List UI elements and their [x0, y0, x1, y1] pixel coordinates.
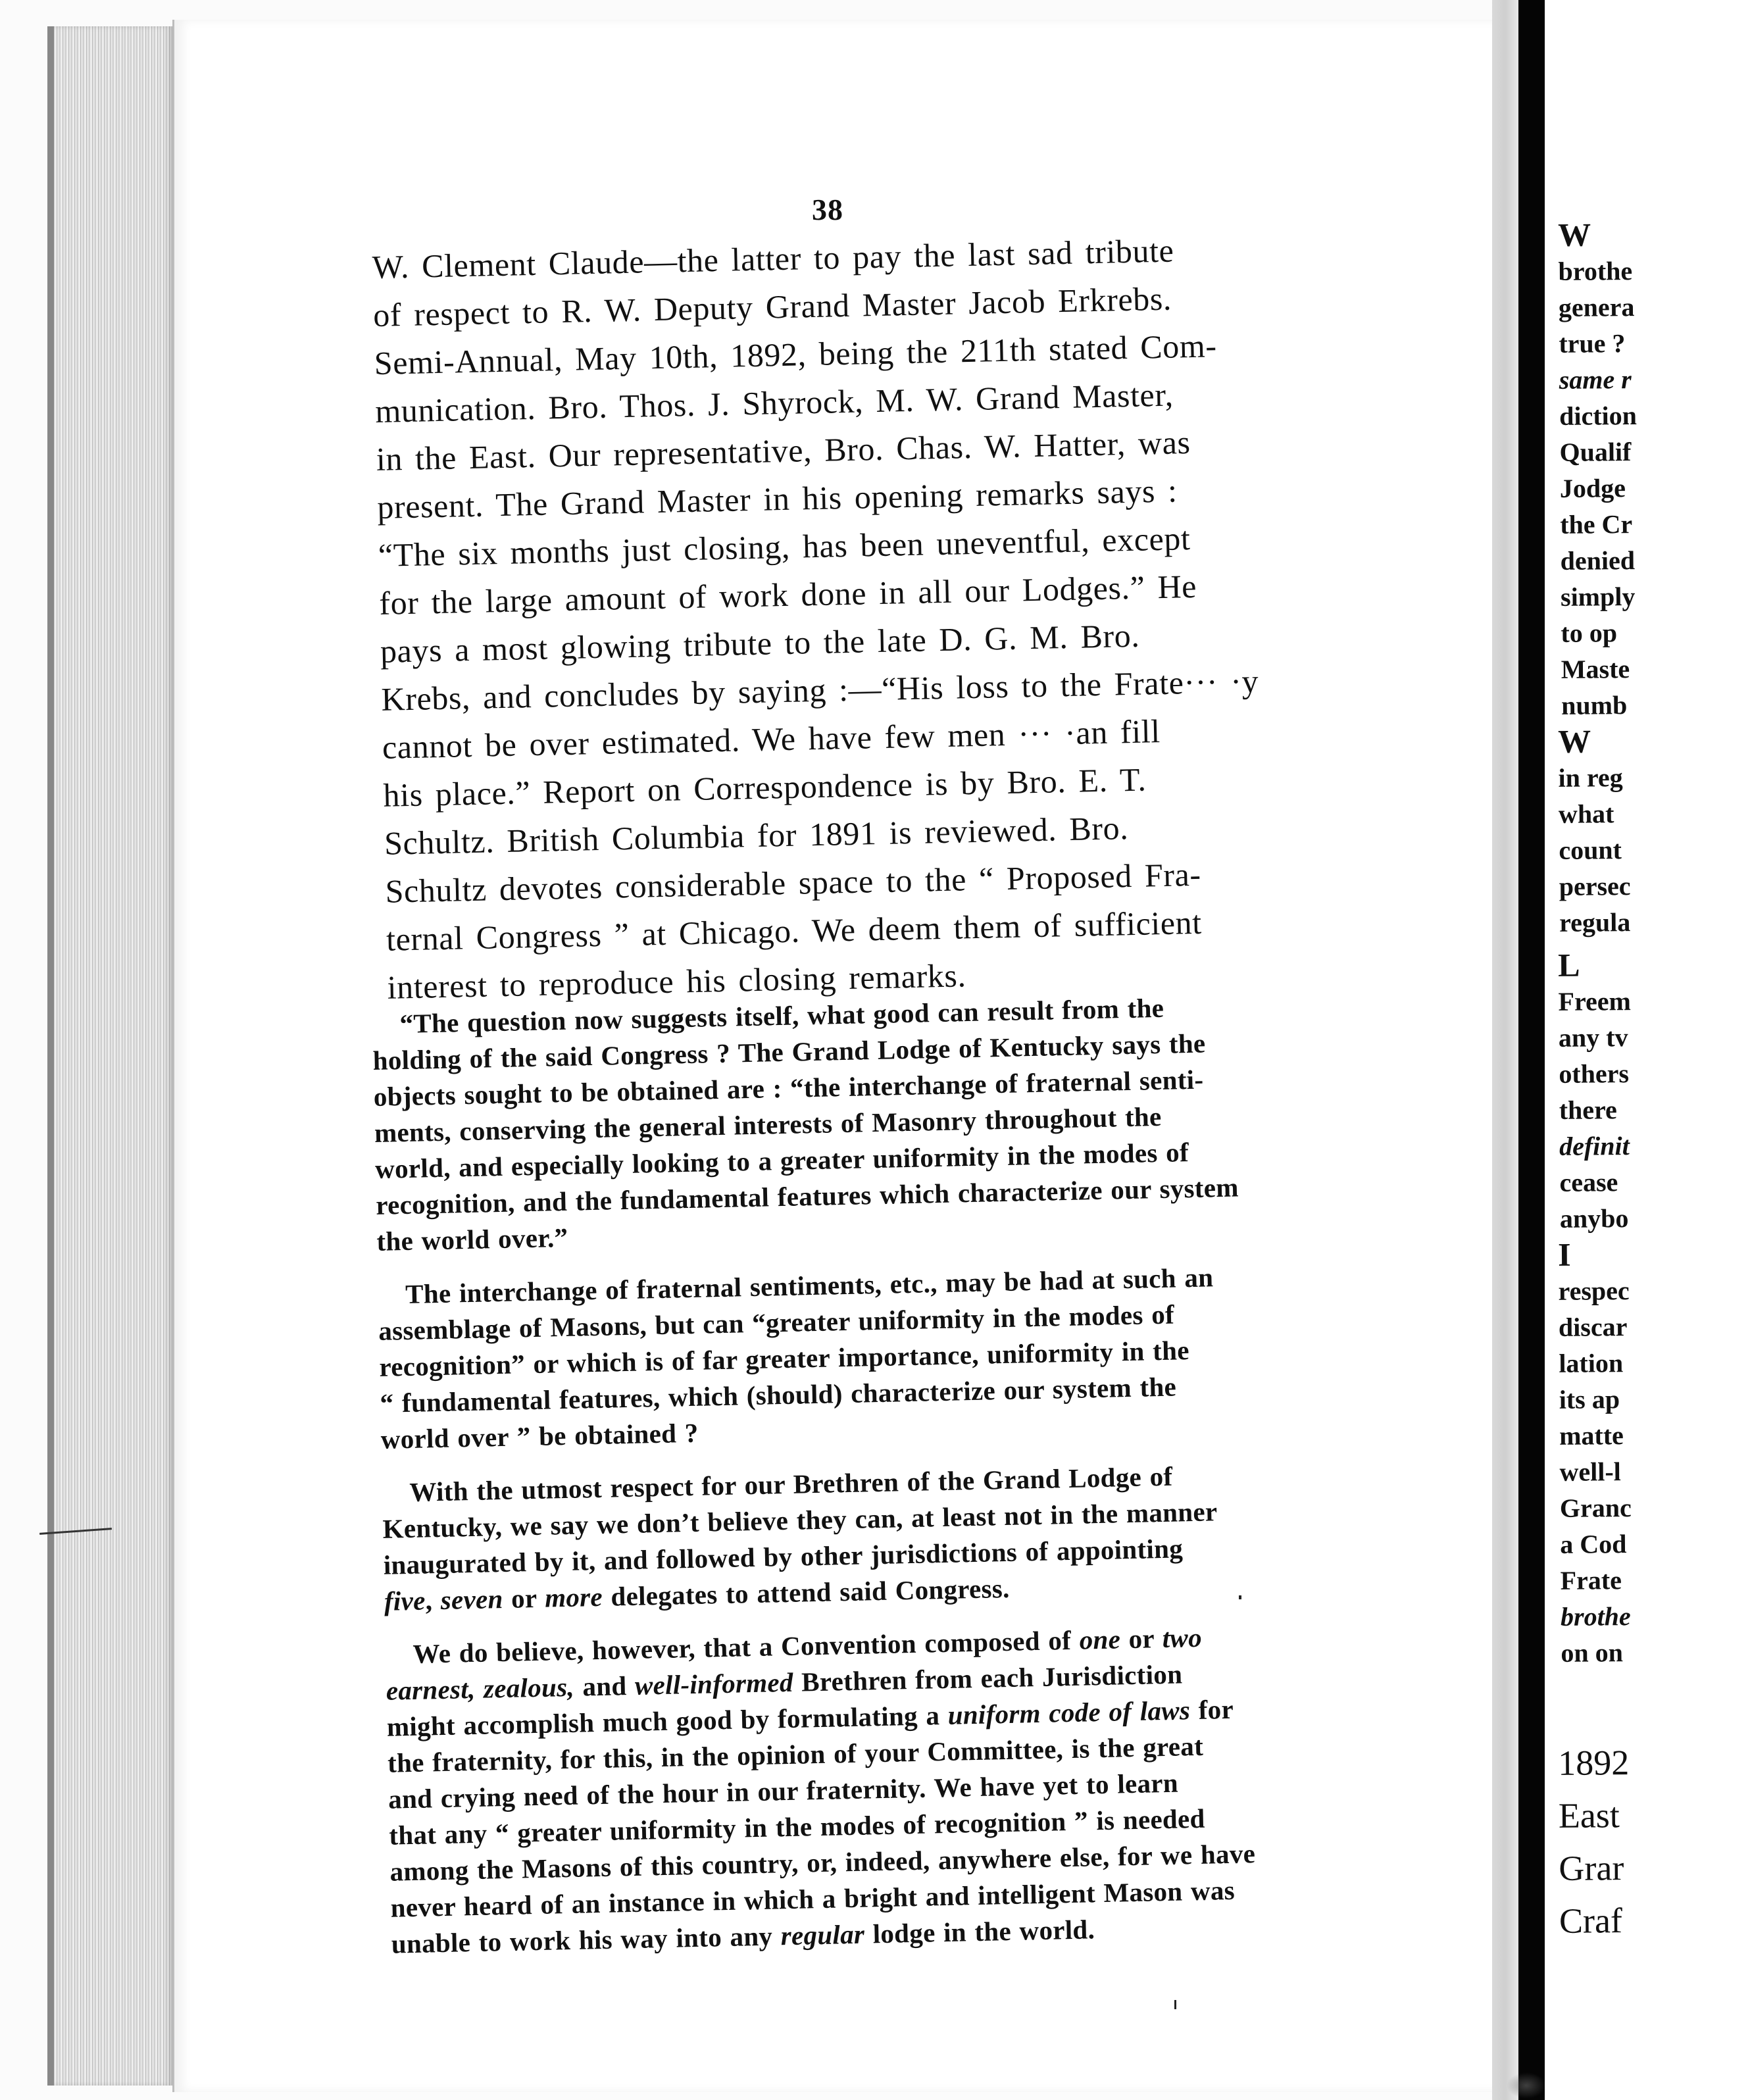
text-line: lation: [1559, 1348, 1624, 1378]
text-line: to op: [1561, 618, 1618, 648]
text-line: Maste: [1561, 654, 1630, 684]
text-line: cannot be over estimated. We have few men ··· ·an fill: [382, 712, 1161, 766]
text-fragment: or: [503, 1582, 545, 1614]
right-text-block: [1545, 1236, 1750, 1671]
quote-line: the fraternity, for this, in the opinion of your Committee, is the great: [387, 1730, 1204, 1778]
page-number: 38: [812, 193, 843, 226]
text-line: definit: [1559, 1131, 1630, 1161]
ink-stain: [1507, 2072, 1546, 2099]
italic-text: seven: [440, 1584, 503, 1616]
text-line: Freem: [1558, 986, 1632, 1016]
text-line: genera: [1558, 292, 1635, 322]
text-line: denied: [1560, 545, 1636, 576]
text-line: regula: [1559, 907, 1631, 938]
text-line: W. Clement Claude—the latter to pay the last sad tribute: [372, 232, 1174, 286]
text-fragment: lodge in the world.: [864, 1914, 1095, 1949]
text-line: 1892: [1558, 1743, 1630, 1783]
text-line: matte: [1559, 1420, 1624, 1451]
text-line: Semi-Annual, May 10th, 1892, being the 211th stated Com-: [374, 327, 1218, 382]
text-line: anybo: [1559, 1203, 1629, 1234]
quote-line: world over ” be obtained ?: [380, 1417, 699, 1455]
quote-line: world, and especially looking to a greater uniformity in the modes of: [374, 1137, 1189, 1184]
italic-text: two: [1162, 1622, 1203, 1654]
text-line: simply: [1560, 582, 1636, 612]
quote-line: With the utmost respect for our Brethren of the Grand Lodge of: [409, 1461, 1173, 1507]
text-line: Schultz. British Columbia for 1891 is reviewed. Bro.: [384, 809, 1129, 862]
text-line: present. The Grand Master in his opening remarks says :: [376, 472, 1178, 526]
quote-line: “ fundamental features, which (should) characterize our system the: [380, 1371, 1177, 1418]
text-line: “The six months just closing, has been uneventful, except: [378, 520, 1191, 574]
quote-line: and crying need of the hour in our fraternity. We have yet to learn: [388, 1767, 1179, 1814]
text-line: any tv: [1558, 1022, 1628, 1053]
italic-text: uniform code of laws: [947, 1695, 1191, 1730]
quote-line: assemblage of Masons, but can “greater uniformity in the modes of: [378, 1299, 1175, 1346]
text-line: in reg: [1558, 762, 1623, 793]
text-line: cease: [1559, 1167, 1618, 1197]
text-fragment: might accomplish much good by formulating a: [386, 1699, 949, 1742]
ink-speck: [1174, 2000, 1176, 2009]
right-text-block: [1545, 722, 1750, 941]
text-line: the Cr: [1560, 509, 1633, 539]
italic-text: well-informed: [634, 1666, 794, 1701]
quote-line: The interchange of fraternal sentiments, etc., may be had at such an: [405, 1262, 1214, 1310]
text-line: on on: [1561, 1638, 1624, 1668]
text-line: W: [1557, 216, 1591, 253]
italic-text: one: [1079, 1624, 1121, 1655]
quote-line: holding of the said Congress ? The Grand Lodge of Kentucky says the: [372, 1028, 1206, 1076]
quote-line: recognition, and the fundamental features which characterize our system: [375, 1172, 1239, 1220]
quote-line: objects sought to be obtained are : “the interchange of fraternal senti-: [373, 1064, 1204, 1112]
quote-line: inaugurated by it, and followed by other jurisdictions of appointing: [383, 1533, 1184, 1580]
quote-line: that any “ greater uniformity in the modes of recognition ” is needed: [388, 1803, 1206, 1851]
ink-speck: [1239, 1595, 1241, 1599]
text-fragment: ,: [425, 1585, 441, 1616]
text-line: ternal Congress ” at Chicago. We deem them of sufficient: [386, 903, 1203, 958]
text-line: of respect to R. W. Deputy Grand Master Jacob Erkrebs.: [372, 280, 1172, 334]
text-line: pays a most glowing tribute to the late D. G. M. Bro.: [380, 616, 1140, 670]
text-line: East: [1558, 1795, 1620, 1836]
right-text-block: [1545, 216, 1750, 724]
text-line: diction: [1559, 401, 1638, 431]
text-line: L: [1557, 946, 1580, 984]
text-line: W: [1557, 722, 1591, 760]
quote-line: the world over.”: [376, 1222, 568, 1257]
text-line: brothe: [1558, 256, 1633, 286]
book-edge-shadow: [47, 26, 54, 2086]
text-line: munication. Bro. Thos. J. Shyrock, M. W. Grand Master,: [374, 376, 1174, 430]
text-fragment: Brethren from each Jurisdiction: [793, 1659, 1183, 1697]
right-text-block: [1545, 1736, 1750, 1947]
text-line: numb: [1561, 690, 1628, 720]
text-line: same r: [1559, 364, 1632, 395]
book-binding: [1518, 0, 1545, 2100]
right-page-fragment: [1545, 0, 1750, 2100]
quote-line: never heard of an instance in which a bright and intelligent Mason was: [390, 1874, 1236, 1923]
text-line: its ap: [1559, 1384, 1620, 1414]
text-line: what: [1558, 799, 1614, 829]
text-fragment: unable to work his way into any: [391, 1920, 782, 1959]
text-line: respec: [1558, 1276, 1630, 1306]
right-text-block: [1545, 946, 1750, 1237]
text-line: Grar: [1559, 1848, 1624, 1888]
text-line: true ?: [1559, 328, 1626, 359]
main-paragraph: [372, 220, 1532, 1012]
text-line: his place.” Report on Correspondence is by Bro. E. T.: [382, 761, 1147, 814]
quote-line: Kentucky, we say we don’t believe they can, at least not in the manner: [382, 1496, 1218, 1544]
text-line: brothe: [1560, 1601, 1631, 1632]
text-line: Craf: [1559, 1901, 1623, 1941]
quote-line: ments, conserving the general interests of Masonry throughout the: [374, 1101, 1162, 1148]
text-fragment: and: [574, 1670, 636, 1702]
text-line: Schultz devotes considerable space to the “ Proposed Fra-: [385, 855, 1202, 910]
quote-line: among the Masons of this country, or, indeed, anywhere else, for we have: [389, 1838, 1256, 1887]
page-gutter: [1492, 0, 1518, 2100]
text-line: for the large amount of work done in all our Lodges.” He: [378, 567, 1197, 622]
text-line: discar: [1558, 1312, 1628, 1342]
text-line: others: [1559, 1059, 1630, 1089]
text-line: a Cod: [1560, 1529, 1627, 1559]
italic-text: more: [544, 1581, 603, 1613]
text-fragment: We do believe, however, that a Convention composed of: [413, 1624, 1080, 1669]
text-line: in the East. Our representative, Bro. Chas. W. Hatter, was: [376, 424, 1191, 478]
italic-text: earnest, zealous,: [386, 1671, 575, 1706]
text-line: Jodge: [1559, 473, 1626, 503]
text-line: there: [1559, 1095, 1617, 1125]
quote-line: “The question now suggests itself, what good can result from the: [399, 992, 1164, 1039]
left-page: [172, 20, 1497, 2092]
book-page-edges: [47, 26, 172, 2086]
quote-line: recognition” or which is of far greater importance, uniformity in the: [378, 1335, 1190, 1382]
text-line: persec: [1559, 871, 1631, 901]
text-line: Frate: [1560, 1565, 1622, 1595]
text-line: Qualif: [1559, 437, 1632, 467]
italic-text: regular: [780, 1918, 865, 1951]
text-line: Granc: [1559, 1493, 1632, 1523]
text-line: I: [1557, 1236, 1571, 1273]
text-fragment: delegates to attend said Congress.: [602, 1572, 1011, 1612]
text-fragment: or: [1120, 1623, 1163, 1655]
text-line: count: [1559, 835, 1622, 865]
text-line: Krebs, and concludes by saying :—“His loss to the Frate··· ·y: [380, 662, 1259, 718]
quoted-remarks: [372, 982, 1549, 1963]
text-line: interest to reproduce his closing remarks.: [387, 957, 967, 1006]
text-fragment: for: [1189, 1693, 1234, 1726]
text-line: well-l: [1559, 1457, 1621, 1487]
italic-text: five: [384, 1585, 426, 1616]
